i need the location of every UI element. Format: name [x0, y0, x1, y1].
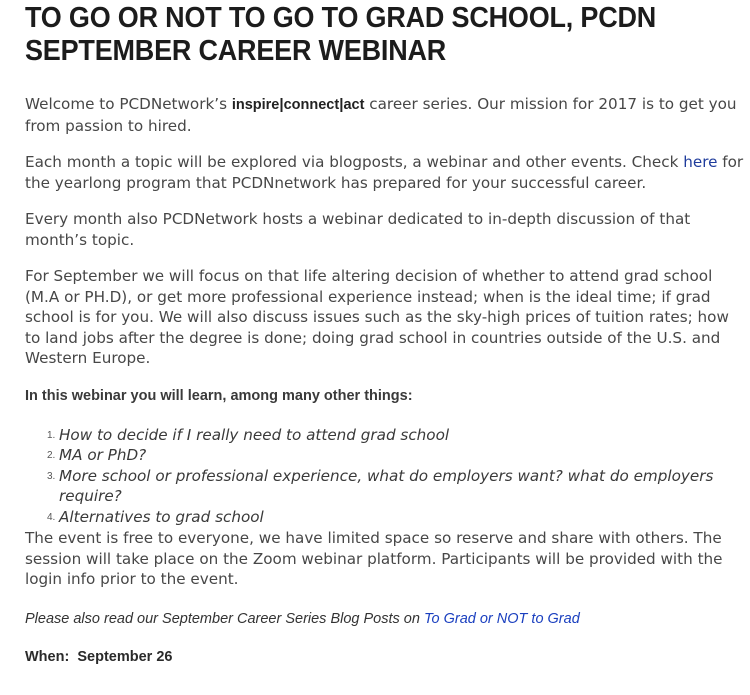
september-paragraph: For September we will focus on that life altering decision of whether to attend grad school (M.A or PH.D), or get more professional experience instead; when is the ideal time; if grad school is for you. We will also discuss issues such as the sky-high prices of tuition rates; how to land jobs after the degree is done; doing grad school in countries outside of the U.S. and Western Europe. — [25, 267, 729, 367]
list-item-number: 2. — [47, 450, 56, 461]
here-link[interactable]: here — [683, 153, 718, 171]
learn-heading: In this webinar you will learn, among many other things: — [25, 387, 413, 404]
title-line-2: SEPTEMBER CAREER WEBINAR — [25, 35, 447, 67]
list-item — [47, 445, 747, 466]
article — [25, 0, 747, 667]
title-line-1: TO GO OR NOT TO GO TO GRAD SCHOOL, PCDN — [25, 2, 657, 34]
list-item-text: MA or PhD? — [59, 446, 147, 464]
brand-separator-2: | — [339, 96, 344, 113]
list-item-text: Alternatives to grad school — [59, 507, 264, 526]
when-label: When: — [25, 648, 70, 665]
intro-text-after: career series. Our mission for 2017 is to get you from passion to hired. — [25, 95, 737, 135]
blog-posts-line — [25, 609, 747, 629]
list-item-text: How to decide if I really need to attend grad school — [59, 425, 450, 444]
blog-link[interactable]: To Grad or NOT to Grad — [423, 610, 580, 627]
event-paragraph: The event is free to everyone, we have limited space so reserve and share with others. The session will take place on the Zoom webinar platform. Participants will be provided with the login info prior to the event. — [25, 529, 723, 588]
list-item-number: 4. — [47, 511, 56, 523]
when-value: September 26 — [77, 648, 173, 665]
monthly-text-before: Each month a topic will be explored via blogposts, a webinar and other events. Check — [25, 153, 684, 171]
list-item-number: 1. — [47, 429, 56, 441]
page-title — [25, 2, 750, 68]
intro-paragraph — [25, 94, 747, 136]
list-item — [47, 425, 747, 446]
brand-separator-1: | — [279, 96, 284, 113]
monthly-text-after: for the yearlong program that PCDNnetwork has prepared for your successful career. — [25, 153, 744, 192]
list-item-number: 3. — [47, 470, 56, 482]
when-line — [25, 647, 747, 667]
list-item-text: More school or professional experience, what do employers want? what do employers require? — [59, 466, 714, 505]
brand-word-connect: connect — [283, 97, 340, 113]
brand-word-act: act — [343, 97, 365, 113]
webinar-paragraph: Every month also PCDNetwork hosts a webinar dedicated to in-depth discussion of that month’s topic. — [25, 210, 691, 249]
brand-word-inspire: inspire — [231, 97, 280, 113]
list-item — [47, 466, 747, 507]
list-item — [47, 507, 747, 528]
intro-text-before: Welcome to PCDNetwork’s — [25, 95, 232, 113]
learn-list — [25, 425, 747, 528]
monthly-paragraph — [25, 152, 747, 193]
blog-text-before: Please also read our September Career Series Blog Posts on — [25, 610, 424, 627]
